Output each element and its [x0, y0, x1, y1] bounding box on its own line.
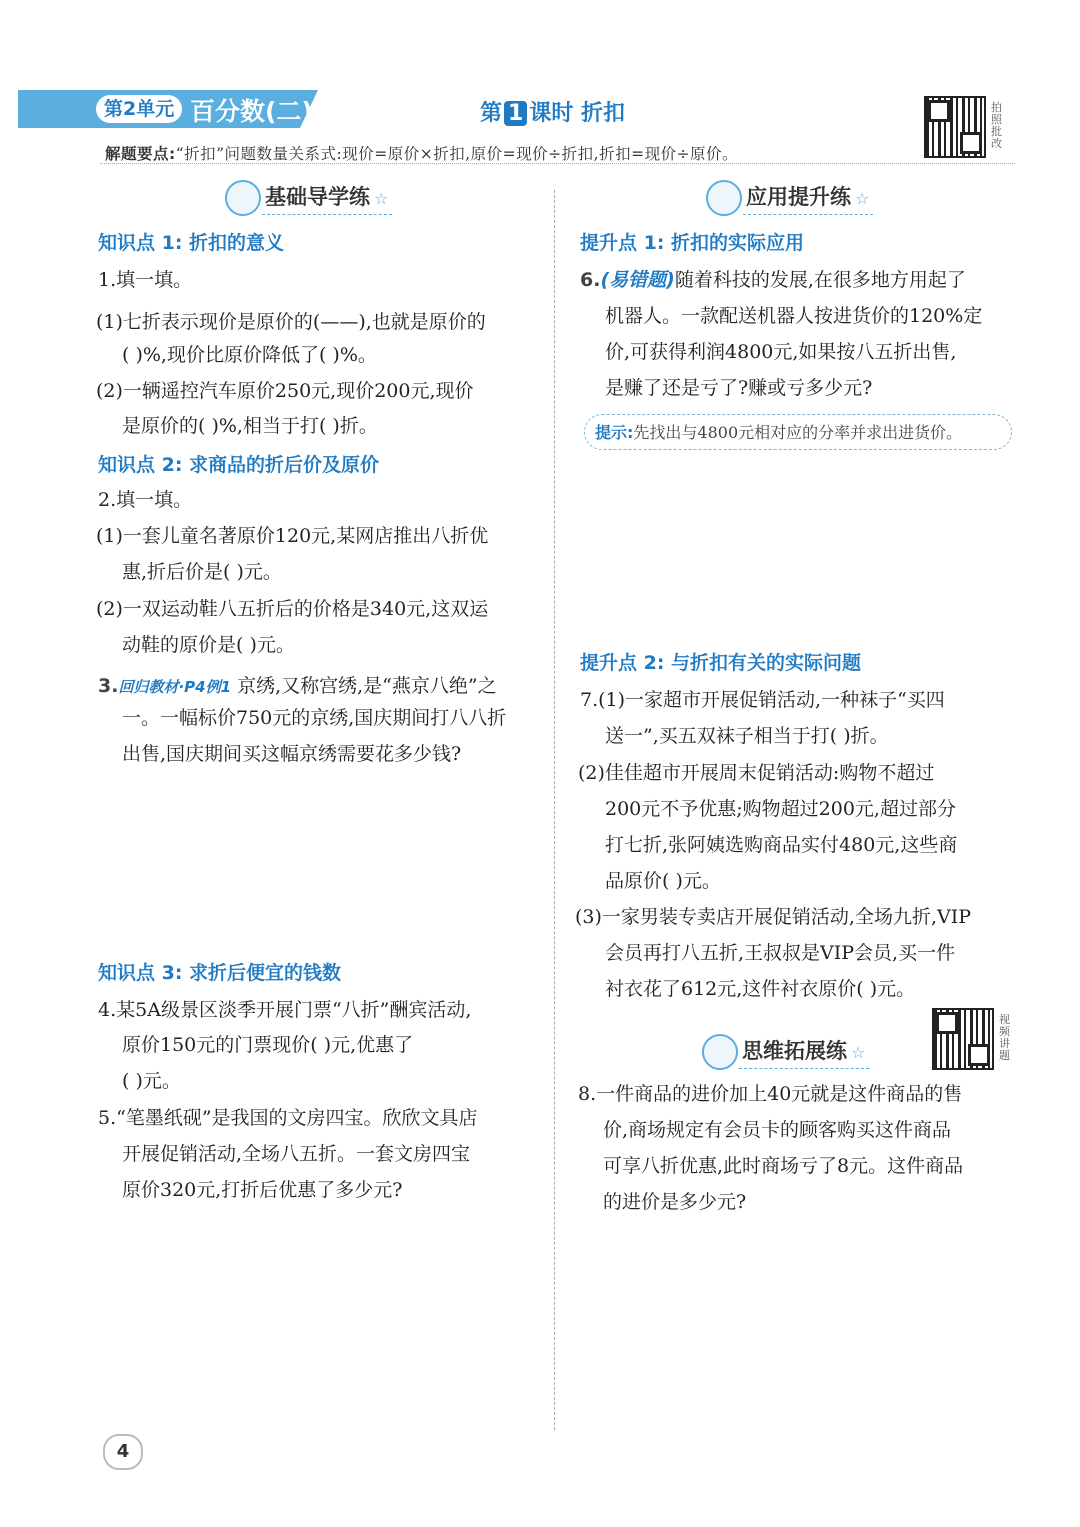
question-6-text-1: 随着科技的发展,在很多地方用起了	[674, 269, 966, 291]
question-3-number: 3.	[98, 675, 119, 697]
qr-label: 拍照批改	[991, 101, 1002, 150]
section-underline	[262, 214, 392, 215]
tips-label: 解题要点:	[105, 145, 176, 163]
unit-tag: 第2单元	[96, 95, 182, 123]
question-5-line3: 原价320元,打折后优惠了多少元?	[122, 1179, 403, 1201]
section-thinking	[702, 1034, 865, 1070]
unit-title: 百分数(二)	[190, 97, 313, 126]
mascot-icon	[702, 1034, 738, 1070]
hint-label: 提示:	[595, 423, 634, 442]
question-1-1-line2: ( )%,现价比原价降低了( )%。	[122, 344, 377, 366]
question-1: 1.填一填。	[98, 269, 193, 291]
tips-text: “折扣”问题数量关系式:现价=原价×折扣,原价=现价÷折扣,折扣=现价÷原价。	[175, 145, 739, 163]
question-3-line2: 一。一幅标价750元的京绣,国庆期间打八八折	[122, 707, 507, 729]
tips-line	[105, 142, 738, 164]
question-1-1-line1: (1)七折表示现价是原价的(——),也就是原价的	[96, 311, 486, 333]
column-divider	[554, 190, 555, 1430]
question-7-3-line2: 会员再打八五折,王叔叔是VIP会员,买一件	[605, 942, 956, 964]
knowledge-point-1: 知识点 1: 折扣的意义	[98, 232, 285, 254]
question-7-2-line2: 200元不予优惠;购物超过200元,超过部分	[605, 798, 956, 820]
star-icon: ☆	[855, 189, 870, 208]
hint-text: 先找出与4800元相对应的分率并求出进货价。	[633, 423, 963, 442]
question-7-2-line4: 品原价( )元。	[605, 870, 721, 892]
question-8-line1: 8.一件商品的进价加上40元就是这件商品的售	[578, 1083, 963, 1105]
star-icon: ☆	[374, 189, 389, 208]
question-1-2-line2: 是原价的( )%,相当于打( )折。	[122, 415, 378, 437]
mascot-icon	[706, 180, 742, 216]
question-2-2-line1: (2)一双运动鞋八五折后的价格是340元,这双运	[96, 598, 489, 620]
video-qr-label: 视频讲题	[999, 1013, 1010, 1062]
section-underline	[739, 1068, 869, 1069]
section-basic	[225, 180, 388, 216]
question-1-2-line1: (2)一辆遥控汽车原价250元,现价200元,现价	[96, 380, 474, 402]
question-6-line2: 机器人。一款配送机器人按进货价的120%定	[605, 305, 983, 327]
question-7-3-line3: 衬衣花了612元,这件衬衣原价( )元。	[605, 978, 916, 1000]
page-number: 4	[103, 1434, 143, 1470]
question-4-line1: 4.某5A级景区淡季开展门票“八折”酬宾活动,	[98, 999, 472, 1021]
question-3-line3: 出售,国庆期间买这幅京绣需要花多少钱?	[122, 743, 462, 765]
upgrade-point-1: 提升点 1: 折扣的实际应用	[580, 232, 805, 254]
question-2: 2.填一填。	[98, 489, 193, 511]
question-8-line2: 价,商场规定有会员卡的顾客购买这件商品	[603, 1119, 952, 1141]
question-6-line4: 是赚了还是亏了?赚或亏多少元?	[605, 377, 873, 399]
question-7-1-line1: 7.(1)一家超市开展促销活动,一种袜子“买四	[580, 689, 945, 711]
question-2-1-line2: 惠,折后价是( )元。	[122, 561, 282, 583]
section-thinking-title: 思维拓展练	[742, 1039, 847, 1063]
lesson-number: 1	[504, 101, 527, 126]
video-qr-code-icon[interactable]	[932, 1008, 994, 1070]
question-7-2-line1: (2)佳佳超市开展周末促销活动:购物不超过	[578, 762, 935, 784]
section-underline	[743, 214, 873, 215]
question-8-line4: 的进价是多少元?	[603, 1191, 747, 1213]
lesson-suffix: 课时 折扣	[529, 101, 625, 126]
hint-box	[584, 414, 1012, 450]
section-applied	[706, 180, 869, 216]
knowledge-point-2: 知识点 2: 求商品的折后价及原价	[98, 454, 380, 476]
question-5-line1: 5.“笔墨纸砚”是我国的文房四宝。欣欣文具店	[98, 1107, 478, 1129]
textbook-tag: 回归教材·P4例1	[118, 678, 232, 696]
question-5-line2: 开展促销活动,全场八五折。一套文房四宝	[122, 1143, 471, 1165]
section-applied-title: 应用提升练	[746, 185, 851, 209]
error-prone-tag: (易错题)	[600, 269, 675, 291]
question-7-3-line1: (3)一家男装专卖店开展促销活动,全场九折,VIP	[575, 906, 972, 928]
question-6-line3: 价,可获得利润4800元,如果按八五折出售,	[605, 341, 957, 363]
question-7-1-line2: 送一”,买五双袜子相当于打( )折。	[605, 725, 889, 747]
section-basic-title: 基础导学练	[265, 185, 370, 209]
question-6-line1	[580, 262, 966, 298]
lesson-title	[480, 96, 625, 127]
question-4-line3: ( )元。	[122, 1070, 181, 1092]
question-3-text-1: 京绣,又称宫绣,是“燕京八绝”之	[237, 675, 497, 697]
upgrade-point-2: 提升点 2: 与折扣有关的实际问题	[580, 652, 862, 674]
question-2-2-line2: 动鞋的原价是( )元。	[122, 634, 295, 656]
question-2-1-line1: (1)一套儿童名著原价120元,某网店推出八折优	[96, 525, 489, 547]
qr-code-icon[interactable]	[924, 96, 986, 158]
question-7-2-line3: 打七折,张阿姨选购商品实付480元,这些商	[605, 834, 958, 856]
knowledge-point-3: 知识点 3: 求折后便宜的钱数	[98, 962, 342, 984]
star-icon: ☆	[851, 1043, 866, 1062]
question-6-number: 6.	[580, 269, 601, 291]
header-rule	[100, 163, 1015, 164]
question-8-line3: 可享八折优惠,此时商场亏了8元。这件商品	[603, 1155, 964, 1177]
lesson-prefix: 第	[480, 101, 503, 126]
question-4-line2: 原价150元的门票现价( )元,优惠了	[122, 1034, 414, 1056]
mascot-icon	[225, 180, 261, 216]
